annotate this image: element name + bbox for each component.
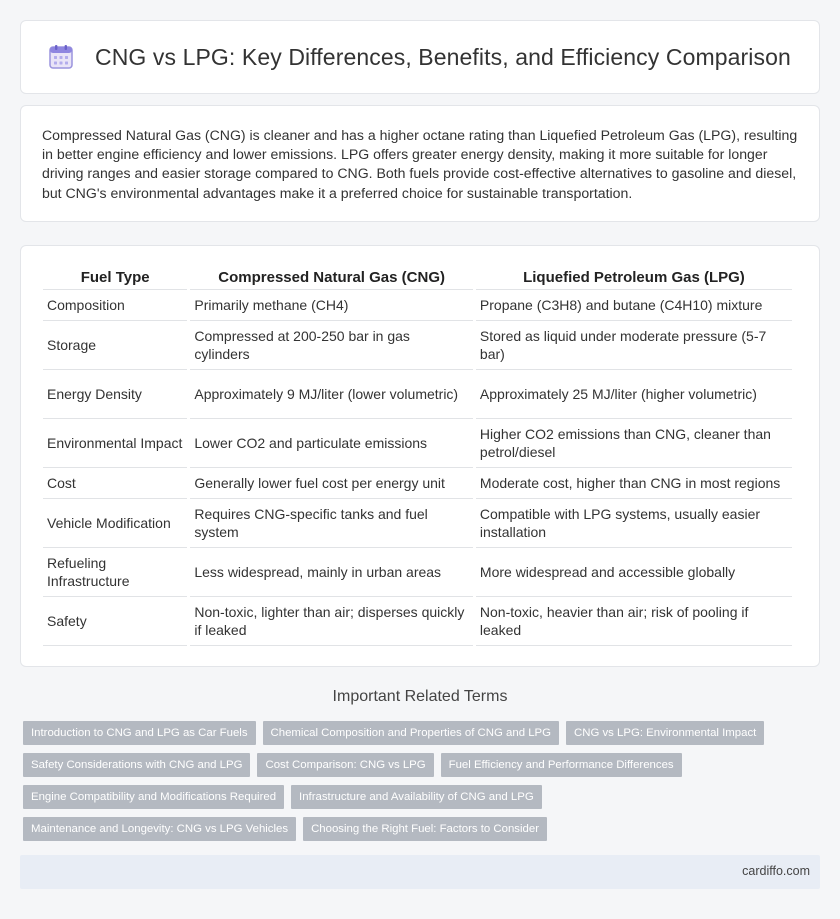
calendar-icon <box>47 43 75 71</box>
related-terms-tags <box>23 721 813 849</box>
table-row <box>43 370 792 419</box>
related-term-tag[interactable]: Safety Considerations with CNG and LPG <box>23 753 250 777</box>
table-cell: Storage <box>43 321 187 370</box>
table-row <box>43 321 792 370</box>
table-cell: Approximately 9 MJ/liter (lower volumetric) <box>190 370 473 419</box>
table-cell: Primarily methane (CH4) <box>190 290 473 321</box>
header-card <box>20 20 820 94</box>
table-cell: Composition <box>43 290 187 321</box>
column-header: Fuel Type <box>43 264 187 290</box>
related-term-tag[interactable]: Infrastructure and Availability of CNG and LPG <box>291 785 542 809</box>
tag-row <box>23 785 813 809</box>
table-cell: Less widespread, mainly in urban areas <box>190 548 473 597</box>
table-row <box>43 290 792 321</box>
comparison-table <box>40 264 795 646</box>
table-cell: Non-toxic, heavier than air; risk of pooling if leaked <box>476 597 792 646</box>
column-header: Compressed Natural Gas (CNG) <box>190 264 473 290</box>
page-title: CNG vs LPG: Key Differences, Benefits, and Efficiency Comparison <box>95 43 791 70</box>
table-cell: Requires CNG-specific tanks and fuel system <box>190 499 473 548</box>
table-row <box>43 548 792 597</box>
table-cell: Compressed at 200-250 bar in gas cylinders <box>190 321 473 370</box>
summary-text: Compressed Natural Gas (CNG) is cleaner and has a higher octane rating than Liquefied Petroleum Gas (LPG), resulting in better engine efficiency and lower emissions. LPG offers greater energy density, making it more suitable for longer driving ranges and easier storage compared to CNG. Both fuels provide cost-effective alternatives to gasoline and diesel, but CNG's environmental advantages make it a preferred choice for sustainable transportation. <box>42 127 798 201</box>
table-cell: Moderate cost, higher than CNG in most regions <box>476 468 792 499</box>
table-header-row <box>43 264 792 290</box>
tag-row <box>23 817 813 841</box>
related-term-tag[interactable]: Maintenance and Longevity: CNG vs LPG Vehicles <box>23 817 296 841</box>
table-cell: Higher CO2 emissions than CNG, cleaner than petrol/diesel <box>476 419 792 468</box>
column-header: Liquefied Petroleum Gas (LPG) <box>476 264 792 290</box>
related-term-tag[interactable]: Engine Compatibility and Modifications Required <box>23 785 284 809</box>
table-cell: Propane (C3H8) and butane (C4H10) mixture <box>476 290 792 321</box>
table-cell: Environmental Impact <box>43 419 187 468</box>
summary-card <box>20 105 820 222</box>
comparison-table-card <box>20 245 820 667</box>
related-terms-title: Important Related Terms <box>332 688 508 705</box>
table-row <box>43 468 792 499</box>
table-cell: Lower CO2 and particulate emissions <box>190 419 473 468</box>
related-term-tag[interactable]: Introduction to CNG and LPG as Car Fuels <box>23 721 256 745</box>
related-term-tag[interactable]: Chemical Composition and Properties of CNG and LPG <box>263 721 559 745</box>
related-term-tag[interactable]: Cost Comparison: CNG vs LPG <box>257 753 433 777</box>
tag-row <box>23 721 813 745</box>
table-cell: More widespread and accessible globally <box>476 548 792 597</box>
tag-row <box>23 753 813 777</box>
table-cell: Compatible with LPG systems, usually easier installation <box>476 499 792 548</box>
table-row <box>43 597 792 646</box>
table-cell: Approximately 25 MJ/liter (higher volumetric) <box>476 370 792 419</box>
table-cell: Refueling Infrastructure <box>43 548 187 597</box>
table-cell: Vehicle Modification <box>43 499 187 548</box>
table-cell: Energy Density <box>43 370 187 419</box>
related-term-tag[interactable]: Fuel Efficiency and Performance Differences <box>441 753 682 777</box>
table-cell: Cost <box>43 468 187 499</box>
table-cell: Stored as liquid under moderate pressure (5-7 bar) <box>476 321 792 370</box>
table-cell: Safety <box>43 597 187 646</box>
footer <box>20 855 820 889</box>
table-row <box>43 419 792 468</box>
table-cell: Non-toxic, lighter than air; disperses quickly if leaked <box>190 597 473 646</box>
table-cell: Generally lower fuel cost per energy unit <box>190 468 473 499</box>
related-term-tag[interactable]: CNG vs LPG: Environmental Impact <box>566 721 764 745</box>
footer-site-link[interactable]: cardiffo.com <box>742 864 810 878</box>
related-term-tag[interactable]: Choosing the Right Fuel: Factors to Consider <box>303 817 547 841</box>
table-row <box>43 499 792 548</box>
